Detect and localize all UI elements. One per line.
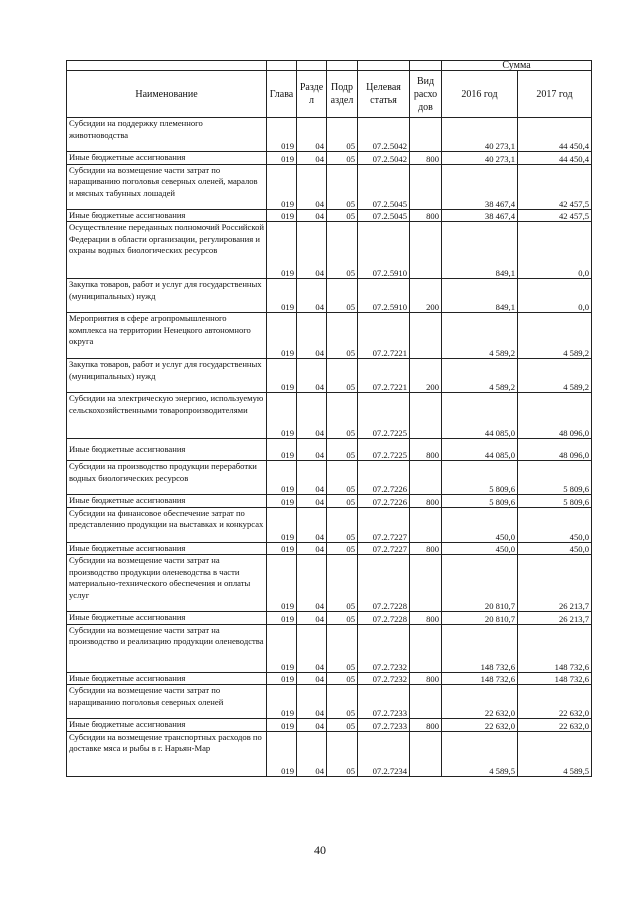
row-name: Субсидии на возмещение части затрат по наращиванию поголовья северных оленей <box>67 685 267 719</box>
row-value-2016: 450,0 <box>442 542 518 555</box>
table-row <box>67 118 592 152</box>
row-chapter: 019 <box>267 555 297 612</box>
row-kind <box>410 624 442 672</box>
table-row <box>67 719 592 732</box>
table-row <box>67 439 592 461</box>
row-chapter: 019 <box>267 612 297 625</box>
row-article: 07.2.7232 <box>358 672 410 685</box>
table-row <box>67 507 592 542</box>
row-name: Иные бюджетные ассигнования <box>67 209 267 222</box>
table-row <box>67 555 592 612</box>
row-name: Субсидии на финансовое обеспечение затрат по представлению продукции на выставках и конкурсах <box>67 507 267 542</box>
row-article: 07.2.7234 <box>358 731 410 776</box>
row-name: Осуществление переданных полномочий Российской Федерации в области организации, регулирования и охраны водных биологических ресурсов <box>67 222 267 279</box>
row-section: 04 <box>297 439 327 461</box>
row-article: 07.2.7228 <box>358 555 410 612</box>
table-row <box>67 152 592 165</box>
row-chapter: 019 <box>267 624 297 672</box>
row-value-2017: 44 450,4 <box>518 118 592 152</box>
row-subsection: 05 <box>327 685 358 719</box>
row-subsection: 05 <box>327 612 358 625</box>
row-chapter: 019 <box>267 685 297 719</box>
row-value-2016: 148 732,6 <box>442 624 518 672</box>
row-article: 07.2.5045 <box>358 164 410 209</box>
row-value-2016: 38 467,4 <box>442 209 518 222</box>
row-kind <box>410 118 442 152</box>
row-chapter: 019 <box>267 672 297 685</box>
header-section: Разде л <box>297 71 327 118</box>
row-subsection: 05 <box>327 152 358 165</box>
header-year-2016: 2016 год <box>442 71 518 118</box>
row-value-2016: 5 809,6 <box>442 461 518 495</box>
row-kind: 800 <box>410 672 442 685</box>
row-name: Мероприятия в сфере агропромышленного комплекса на территории Ненецкого автономного округа <box>67 313 267 359</box>
header-sum: Сумма <box>442 61 592 71</box>
table-row <box>67 279 592 313</box>
row-value-2017: 26 213,7 <box>518 555 592 612</box>
row-chapter: 019 <box>267 393 297 439</box>
row-subsection: 05 <box>327 542 358 555</box>
header-chapter: Глава <box>267 71 297 118</box>
row-name: Закупка товаров, работ и услуг для государственных (муниципальных) нужд <box>67 279 267 313</box>
row-section: 04 <box>297 495 327 508</box>
row-name: Субсидии на электрическую энергию, используемую сельскохозяйственными товаропроизводителями <box>67 393 267 439</box>
row-kind: 800 <box>410 439 442 461</box>
table-row <box>67 672 592 685</box>
row-chapter: 019 <box>267 495 297 508</box>
row-value-2017: 4 589,5 <box>518 731 592 776</box>
table-row <box>67 164 592 209</box>
header-name: Наименование <box>67 71 267 118</box>
row-name: Иные бюджетные ассигнования <box>67 719 267 732</box>
row-value-2017: 148 732,6 <box>518 672 592 685</box>
row-value-2017: 0,0 <box>518 222 592 279</box>
row-subsection: 05 <box>327 222 358 279</box>
row-section: 04 <box>297 279 327 313</box>
row-subsection: 05 <box>327 461 358 495</box>
row-chapter: 019 <box>267 209 297 222</box>
row-subsection: 05 <box>327 393 358 439</box>
table-row <box>67 359 592 393</box>
row-kind: 200 <box>410 279 442 313</box>
row-section: 04 <box>297 719 327 732</box>
row-section: 04 <box>297 313 327 359</box>
row-article: 07.2.7221 <box>358 313 410 359</box>
row-chapter: 019 <box>267 118 297 152</box>
row-article: 07.2.5042 <box>358 152 410 165</box>
row-kind <box>410 685 442 719</box>
row-value-2016: 5 809,6 <box>442 495 518 508</box>
row-chapter: 019 <box>267 439 297 461</box>
row-subsection: 05 <box>327 624 358 672</box>
row-value-2017: 5 809,6 <box>518 461 592 495</box>
row-value-2017: 48 096,0 <box>518 393 592 439</box>
header-subsection: Подр аздел <box>327 71 358 118</box>
page-number: 40 <box>314 843 326 857</box>
row-subsection: 05 <box>327 313 358 359</box>
row-subsection: 05 <box>327 731 358 776</box>
row-name: Субсидии на возмещение части затрат на производство продукции оленеводства в части материально-технического обеспечения и оплаты услуг <box>67 555 267 612</box>
row-value-2017: 44 450,4 <box>518 152 592 165</box>
row-article: 07.2.7233 <box>358 685 410 719</box>
row-value-2017: 42 457,5 <box>518 209 592 222</box>
row-chapter: 019 <box>267 461 297 495</box>
row-chapter: 019 <box>267 359 297 393</box>
row-section: 04 <box>297 672 327 685</box>
row-kind <box>410 313 442 359</box>
table-row <box>67 612 592 625</box>
header-kind: Вид расхо дов <box>410 71 442 118</box>
row-subsection: 05 <box>327 719 358 732</box>
row-kind <box>410 555 442 612</box>
row-value-2017: 22 632,0 <box>518 719 592 732</box>
row-name: Закупка товаров, работ и услуг для государственных (муниципальных) нужд <box>67 359 267 393</box>
row-section: 04 <box>297 731 327 776</box>
row-value-2016: 22 632,0 <box>442 719 518 732</box>
table-row <box>67 731 592 776</box>
row-subsection: 05 <box>327 279 358 313</box>
row-name: Иные бюджетные ассигнования <box>67 612 267 625</box>
row-value-2017: 48 096,0 <box>518 439 592 461</box>
table-row <box>67 542 592 555</box>
row-value-2017: 42 457,5 <box>518 164 592 209</box>
row-value-2016: 4 589,5 <box>442 731 518 776</box>
row-section: 04 <box>297 624 327 672</box>
header-article: Целевая статья <box>358 71 410 118</box>
row-section: 04 <box>297 359 327 393</box>
table-row <box>67 222 592 279</box>
row-section: 04 <box>297 685 327 719</box>
row-chapter: 019 <box>267 279 297 313</box>
row-kind <box>410 222 442 279</box>
row-section: 04 <box>297 461 327 495</box>
row-value-2017: 4 589,2 <box>518 359 592 393</box>
row-article: 07.2.7226 <box>358 461 410 495</box>
row-article: 07.2.7232 <box>358 624 410 672</box>
row-article: 07.2.7225 <box>358 393 410 439</box>
row-value-2017: 4 589,2 <box>518 313 592 359</box>
row-value-2017: 22 632,0 <box>518 685 592 719</box>
table-row <box>67 624 592 672</box>
row-subsection: 05 <box>327 555 358 612</box>
table-row <box>67 461 592 495</box>
row-value-2016: 22 632,0 <box>442 685 518 719</box>
row-value-2016: 4 589,2 <box>442 313 518 359</box>
row-name: Субсидии на возмещение части затрат на производство и реализацию продукции оленеводства <box>67 624 267 672</box>
row-subsection: 05 <box>327 672 358 685</box>
row-value-2016: 20 810,7 <box>442 555 518 612</box>
row-kind: 800 <box>410 542 442 555</box>
row-section: 04 <box>297 612 327 625</box>
row-value-2016: 450,0 <box>442 507 518 542</box>
row-article: 07.2.5045 <box>358 209 410 222</box>
row-chapter: 019 <box>267 507 297 542</box>
row-name: Субсидии на возмещение транспортных расходов по доставке мяса и рыбы в г. Нарьян-Мар <box>67 731 267 776</box>
row-chapter: 019 <box>267 542 297 555</box>
row-name: Иные бюджетные ассигнования <box>67 542 267 555</box>
row-value-2017: 26 213,7 <box>518 612 592 625</box>
row-name: Иные бюджетные ассигнования <box>67 152 267 165</box>
row-name: Субсидии на производство продукции переработки водных биологических ресурсов <box>67 461 267 495</box>
row-chapter: 019 <box>267 731 297 776</box>
row-section: 04 <box>297 507 327 542</box>
table-row <box>67 495 592 508</box>
row-value-2016: 40 273,1 <box>442 152 518 165</box>
row-kind: 800 <box>410 495 442 508</box>
row-kind <box>410 731 442 776</box>
row-value-2017: 450,0 <box>518 507 592 542</box>
row-subsection: 05 <box>327 439 358 461</box>
row-article: 07.2.7227 <box>358 507 410 542</box>
row-kind <box>410 461 442 495</box>
row-section: 04 <box>297 152 327 165</box>
row-value-2016: 849,1 <box>442 222 518 279</box>
row-section: 04 <box>297 118 327 152</box>
row-article: 07.2.7233 <box>358 719 410 732</box>
row-name: Иные бюджетные ассигнования <box>67 495 267 508</box>
row-value-2016: 849,1 <box>442 279 518 313</box>
row-article: 07.2.7227 <box>358 542 410 555</box>
row-kind: 200 <box>410 359 442 393</box>
row-subsection: 05 <box>327 164 358 209</box>
row-value-2016: 148 732,6 <box>442 672 518 685</box>
row-article: 07.2.7221 <box>358 359 410 393</box>
table-row <box>67 393 592 439</box>
table-row <box>67 313 592 359</box>
row-kind: 800 <box>410 209 442 222</box>
row-section: 04 <box>297 209 327 222</box>
row-article: 07.2.5042 <box>358 118 410 152</box>
row-chapter: 019 <box>267 164 297 209</box>
row-article: 07.2.7225 <box>358 439 410 461</box>
row-kind: 800 <box>410 152 442 165</box>
row-subsection: 05 <box>327 495 358 508</box>
row-value-2016: 44 085,0 <box>442 439 518 461</box>
budget-table <box>66 60 592 777</box>
row-section: 04 <box>297 164 327 209</box>
header-year-2017: 2017 год <box>518 71 592 118</box>
row-subsection: 05 <box>327 359 358 393</box>
row-chapter: 019 <box>267 719 297 732</box>
row-article: 07.2.7226 <box>358 495 410 508</box>
row-kind <box>410 393 442 439</box>
row-value-2016: 38 467,4 <box>442 164 518 209</box>
row-kind: 800 <box>410 612 442 625</box>
row-value-2016: 4 589,2 <box>442 359 518 393</box>
row-chapter: 019 <box>267 313 297 359</box>
row-chapter: 019 <box>267 152 297 165</box>
row-section: 04 <box>297 555 327 612</box>
row-subsection: 05 <box>327 209 358 222</box>
row-name: Субсидии на поддержку племенного животноводства <box>67 118 267 152</box>
row-article: 07.2.5910 <box>358 279 410 313</box>
row-value-2017: 450,0 <box>518 542 592 555</box>
row-value-2016: 44 085,0 <box>442 393 518 439</box>
table-row <box>67 685 592 719</box>
row-kind <box>410 507 442 542</box>
row-value-2016: 40 273,1 <box>442 118 518 152</box>
table-row <box>67 209 592 222</box>
row-section: 04 <box>297 542 327 555</box>
row-kind: 800 <box>410 719 442 732</box>
row-name: Субсидии на возмещение части затрат по наращиванию поголовья северных оленей, маралов и мясных табунных лошадей <box>67 164 267 209</box>
row-section: 04 <box>297 393 327 439</box>
row-chapter: 019 <box>267 222 297 279</box>
row-value-2016: 20 810,7 <box>442 612 518 625</box>
row-subsection: 05 <box>327 118 358 152</box>
row-article: 07.2.7228 <box>358 612 410 625</box>
row-article: 07.2.5910 <box>358 222 410 279</box>
row-name: Иные бюджетные ассигнования <box>67 439 267 461</box>
row-value-2017: 148 732,6 <box>518 624 592 672</box>
row-name: Иные бюджетные ассигнования <box>67 672 267 685</box>
header-top-row <box>67 61 592 71</box>
row-value-2017: 0,0 <box>518 279 592 313</box>
header-row <box>67 71 592 118</box>
row-section: 04 <box>297 222 327 279</box>
row-value-2017: 5 809,6 <box>518 495 592 508</box>
row-subsection: 05 <box>327 507 358 542</box>
row-kind <box>410 164 442 209</box>
